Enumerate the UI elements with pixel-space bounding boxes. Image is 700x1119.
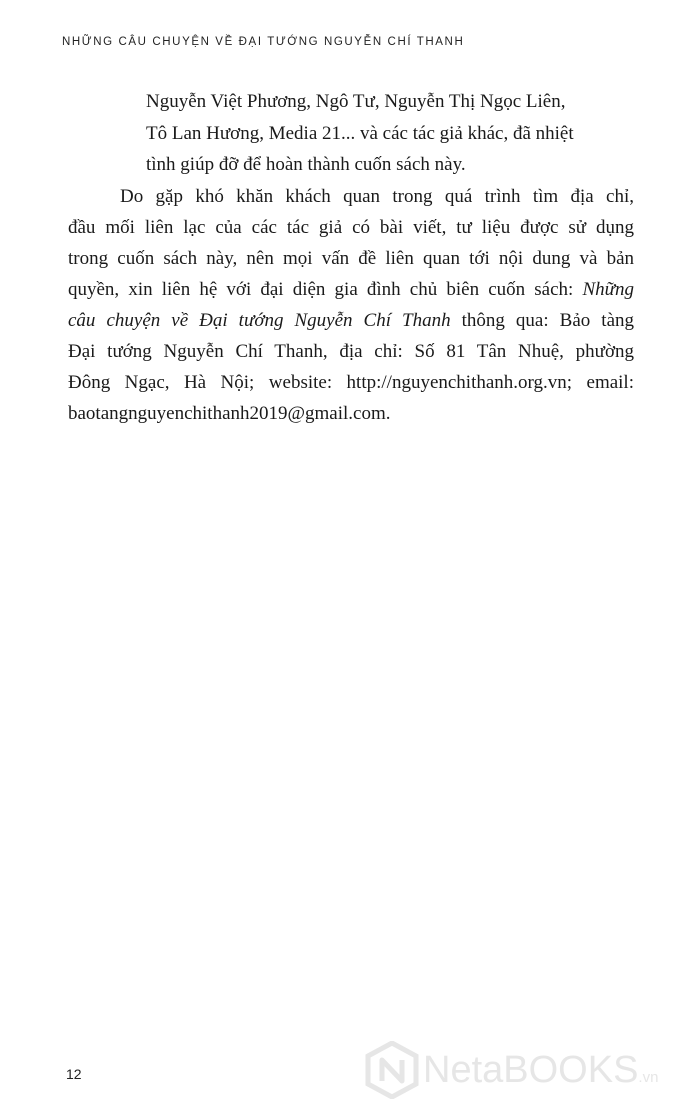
paragraph-line: trong cuốn sách này, nên mọi vấn đề liên quan tới nội dung và bản: [68, 248, 634, 269]
continuation-line: Nguyễn Việt Phương, Ngô Tư, Nguyễn Thị Ngọc Liên,: [146, 91, 566, 112]
paragraph-line: đầu mối liên lạc của các tác giả có bài viết, tư liệu được sử dụng: [68, 217, 634, 238]
paragraph-line: Do gặp khó khăn khách quan trong quá trình tìm địa chỉ,: [120, 186, 634, 207]
running-header: NHỮNG CÂU CHUYỆN VỀ ĐẠI TƯỚNG NGUYỄN CHÍ THANH: [62, 36, 465, 48]
paragraph-line: [68, 274, 634, 305]
watermark-suffix: .vn: [638, 1068, 659, 1086]
book-title-italic: Những: [582, 279, 635, 300]
continuation-line: Tô Lan Hương, Media 21... và các tác giả khác, đã nhiệt: [146, 122, 574, 144]
watermark-logo: [365, 1041, 658, 1099]
paragraph-text: thông qua: Bảo tàng: [461, 310, 634, 331]
paragraph-line: Đông Ngạc, Hà Nội; website: http://nguyenchithanh.org.vn; email:: [68, 372, 634, 393]
contact-paragraph: [68, 181, 634, 429]
book-title-italic: câu chuyện về Đại tướng Nguyễn Chí Thanh: [68, 310, 451, 331]
continuation-paragraph: [146, 86, 634, 181]
watermark-text: [423, 1049, 658, 1092]
paragraph-line: baotangnguyenchithanh2019@gmail.com.: [68, 403, 391, 424]
paragraph-text: quyền, xin liên hệ với đại diện gia đình chủ biên cuốn sách:: [68, 279, 574, 300]
continuation-line: tình giúp đỡ để hoàn thành cuốn sách này.: [146, 154, 466, 175]
page-number: 12: [66, 1066, 82, 1082]
paragraph-line: Đại tướng Nguyễn Chí Thanh, địa chỉ: Số 81 Tân Nhuệ, phường: [68, 341, 634, 362]
netabooks-logo-icon: [365, 1041, 419, 1099]
paragraph-line: [68, 305, 634, 336]
watermark-brand: NetaBOOKS: [423, 1048, 639, 1091]
